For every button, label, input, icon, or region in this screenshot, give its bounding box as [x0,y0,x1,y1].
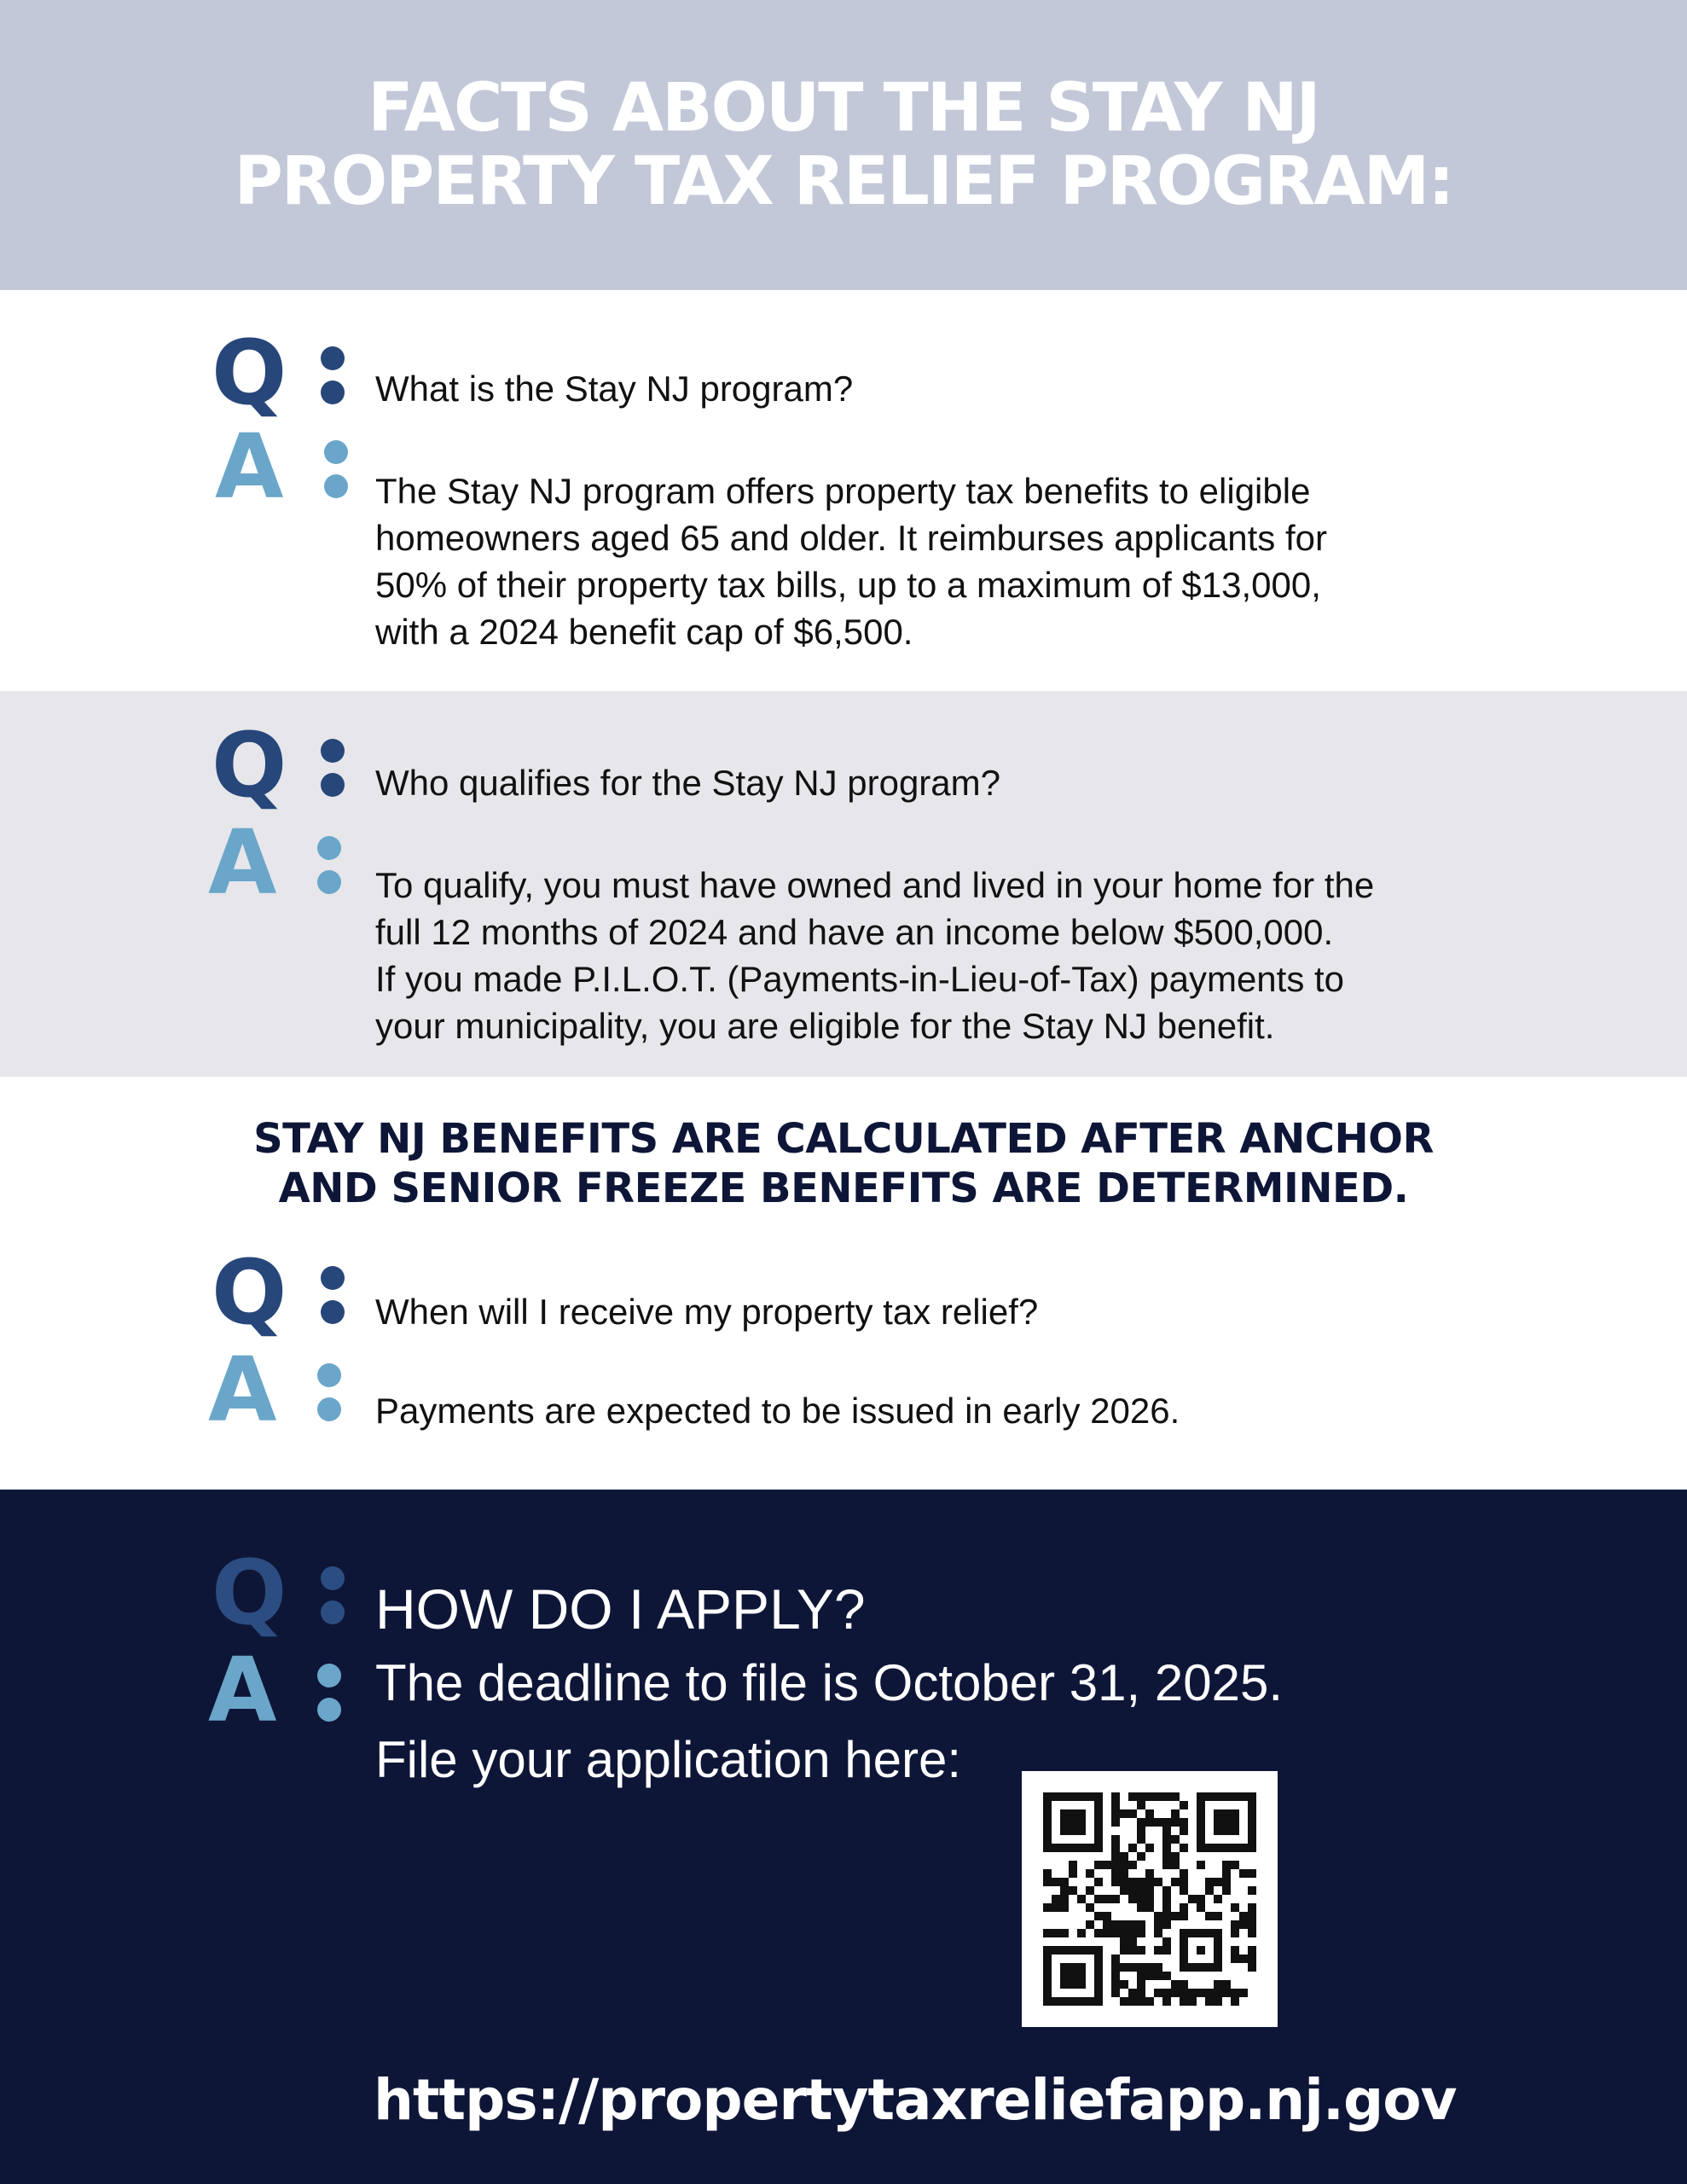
answer-line: your municipality, you are eligible for the Stay NJ benefit. [375,1006,1275,1046]
answer-line: full 12 months of 2024 and have an income below $500,000. [375,912,1334,952]
qr-code[interactable] [1022,1771,1278,2027]
banner-line-1: STAY NJ BENEFITS ARE CALCULATED AFTER ANCHOR [253,1115,1434,1163]
a-marker: A [208,1652,345,1728]
answer-line: Payments are expected to be issued in early 2026. [375,1391,1180,1431]
faq-answer [375,1387,1518,1434]
apply-question: HOW DO I APPLY? [375,1577,866,1641]
page-title-line-2: PROPERTY TAX RELIEF PROGRAM: [234,143,1453,220]
q-marker: Q [212,727,348,804]
faq-question: Who qualifies for the Stay NJ program? [375,763,1000,803]
q-marker: Q [212,1554,348,1631]
faq-answer [375,468,1518,655]
apply-file-here: File your application here: [375,1731,962,1788]
answer-line: If you made P.I.L.O.T. (Payments-in-Lieu-of-Tax) payments to [375,959,1345,999]
calculation-banner [0,1114,1687,1213]
faq-question: What is the Stay NJ program? [375,369,854,409]
faq-section-3 [0,1077,1687,1490]
a-marker: A [208,824,345,901]
answer-line: The Stay NJ program offers property tax benefits to eligible [375,471,1311,511]
page-header [0,0,1687,290]
a-marker: A [208,1351,345,1428]
page-title-line-1: FACTS ABOUT THE STAY NJ [368,70,1319,147]
faq-answer [375,862,1518,1049]
banner-line-2: AND SENIOR FREEZE BENEFITS ARE DETERMINED. [278,1165,1409,1212]
answer-line: with a 2024 benefit cap of $6,500. [375,612,913,652]
faq-section-1 [0,290,1687,691]
qr-code-graphic [1043,1792,1256,2006]
apply-deadline: The deadline to file is October 31, 2025. [375,1654,1284,1711]
a-marker: A [215,428,351,505]
answer-line: 50% of their property tax bills, up to a maximum of $13,000, [375,565,1321,605]
faq-question: When will I receive my property tax relief? [375,1292,1039,1332]
answer-line: To qualify, you must have owned and lived in your home for the [375,865,1375,905]
q-marker: Q [212,1254,348,1331]
application-url-link[interactable]: https://propertytaxreliefapp.nj.gov [374,2067,1457,2133]
q-marker: Q [212,334,348,411]
faq-section-2 [0,691,1687,1077]
answer-line: homeowners aged 65 and older. It reimburses applicants for [375,518,1327,558]
apply-section [0,1490,1687,2184]
